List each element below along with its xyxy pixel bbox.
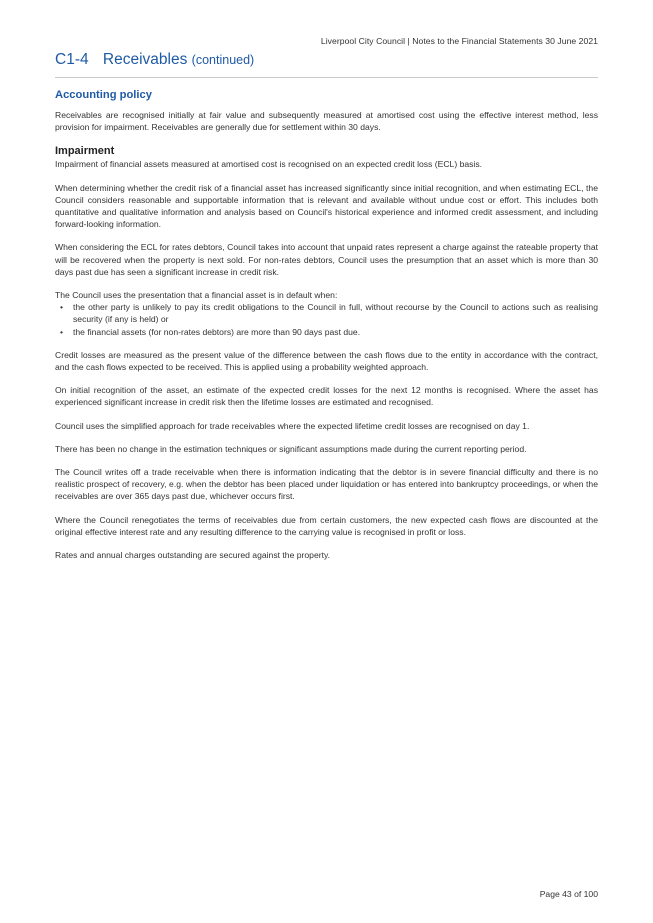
accounting-policy-intro: Receivables are recognised initially at fair value and subsequently measured at amortised cost using the effective interest method, less provision for impairment. Receivables are generally due for settlement within 30 days. [55,110,598,133]
running-header: Liverpool City Council | Notes to the Financial Statements 30 June 2021 [320,36,598,46]
section-title [55,51,254,69]
list-item: • the other party is unlikely to pay its credit obligations to the Council in full, without recourse by the Council to actions such as realising security (if any is held) or [60,302,598,325]
section-name: Receivables [102,51,188,68]
impairment-paragraph-2: When determining whether the credit risk of a financial asset has increased significantly since initial recognition, and when estimating ECL, the Council considers reasonable and supportable information that is relevant and available without undue cost or effort. This includes both quantitative and qualitative information and analysis based on Council's historical experience and informed credit assessment, and including forward-looking information. [55,182,598,230]
impairment-paragraph-6: On initial recognition of the asset, an estimate of the expected credit losses for the next 12 months is recognised. Where the asset has experienced significant increase in credit risk then the lifetime losses are estimated and recognised. [55,385,598,408]
impairment-paragraph-11: Rates and annual charges outstanding are secured against the property. [55,550,331,561]
impairment-paragraph-5: Credit losses are measured as the present value of the difference between the cash flows due to the entity in accordance with the contract, and the cash flows expected to be received. This is applied using a probability weighted approach. [55,349,598,373]
impairment-paragraph-1: Impairment of financial assets measured at amortised cost is recognised on an expected credit loss (ECL) basis. [55,159,483,170]
impairment-paragraph-4: The Council uses the presentation that a financial asset is in default when: [55,290,338,301]
impairment-paragraph-3: When considering the ECL for rates debtors, Council takes into account that unpaid rates represent a charge against the rateable property that will be recovered when the property is next sold. For non-rates debtors, Council uses the presumption that an asset which is more than 30 days past due has seen a significant increase in credit risk. [55,242,598,277]
impairment-paragraph-7: Council uses the simplified approach for trade receivables where the expected lifetime credit losses are recognised on day 1. [55,420,530,431]
bullet-icon: • [60,326,64,337]
impairment-heading: Impairment [55,145,115,158]
impairment-paragraph-8: There has been no change in the estimation techniques or significant assumptions made during the current reporting period. [55,443,527,454]
section-number: C1-4 [55,51,89,68]
section-continued: (continued) [191,53,255,67]
impairment-paragraph-9: The Council writes off a trade receivable when there is information indicating that the debtor is in severe financial difficulty and there is no realistic prospect of recovery, e.g. when the debtor has been placed under liquidation or has entered into bankruptcy proceedings, or when the receivables are over 365 days past due, whichever occurs first. [55,467,598,502]
impairment-paragraph-10: Where the Council renegotiates the terms of receivables due from certain customers, the new expected cash flows are discounted at the original effective interest rate and any resulting difference to the carrying value is recognised in profit or loss. [55,514,598,537]
page-body [55,89,598,572]
bullet-icon: • [60,302,64,313]
default-criteria-list [55,301,598,338]
header-divider [55,77,598,78]
list-item: • the financial assets (for non-rates debtors) are more than 90 days past due. [60,326,361,337]
page-number: Page 43 of 100 [539,889,598,899]
accounting-policy-heading: Accounting policy [55,89,152,101]
